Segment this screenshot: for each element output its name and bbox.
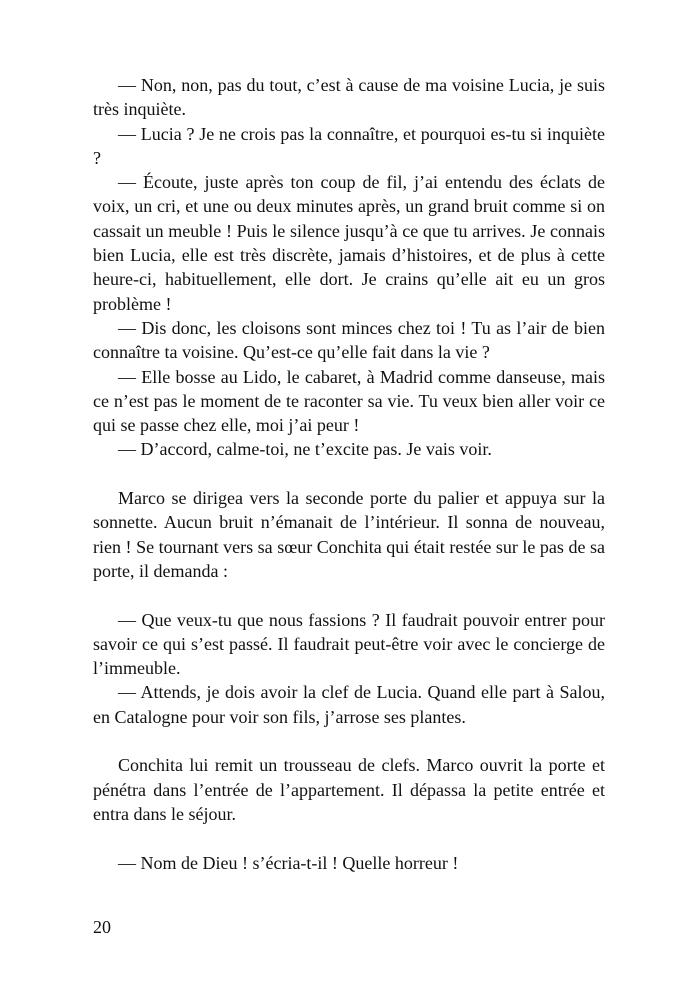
paragraph: — Elle bosse au Lido, le cabaret, à Madrid comme danseuse, mais ce n’est pas le moment de te raconter sa vie. Tu veux bien aller voir ce qui se passe chez elle, moi j’ai peur ! bbox=[93, 366, 605, 436]
paragraph: — Écoute, juste après ton coup de fil, j’ai entendu des éclats de voix, un cri, et une ou deux minutes après, un grand bruit comme si on cassait un meuble ! Puis le silence jusqu’à ce que tu arrives. Je connais bien Lucia, elle est très discrète, jamais d’histoires, et de plus à cette heure-ci, habituellement, elle dort. Je crains qu’elle ait eu un gros problème ! bbox=[93, 172, 605, 314]
paragraph: — D’accord, calme-toi, ne t’excite pas. Je vais voir. bbox=[118, 439, 492, 460]
page-body bbox=[93, 73, 605, 875]
paragraph: — Lucia ? Je ne crois pas la connaître, et pourquoi es-tu si inquiète ? bbox=[93, 123, 605, 168]
paragraph: Conchita lui remit un trousseau de clefs. Marco ouvrit la porte et pénétra dans l’entrée de l’appartement. Il dépassa la petite entrée et entra dans le séjour. bbox=[93, 755, 605, 824]
paragraph: — Non, non, pas du tout, c’est à cause de ma voisine Lucia, je suis très inquiète. bbox=[93, 75, 605, 120]
page-number: 20 bbox=[93, 917, 111, 937]
paragraph: — Dis donc, les cloisons sont minces chez toi ! Tu as l’air de bien connaître ta voisine. Qu’est-ce qu’elle fait dans la vie ? bbox=[93, 317, 605, 363]
paragraph: Marco se dirigea vers la seconde porte du palier et appuya sur la sonnette. Aucun bruit n’émanait de l’intérieur. Il sonna de nouveau, rien ! Se tournant vers sa sœur Conchita qui était restée sur le pas de sa porte, il demanda : bbox=[93, 488, 605, 581]
paragraph: — Attends, je dois avoir la clef de Lucia. Quand elle part à Salou, en Catalogne pour voir son fils, j’arrose ses plantes. bbox=[93, 682, 605, 727]
paragraph: — Que veux-tu que nous fassions ? Il faudrait pouvoir entrer pour savoir ce qui s’est passé. Il faudrait peut-être voir avec le concierge de l’immeuble. bbox=[93, 609, 605, 679]
paragraph: — Nom de Dieu ! s’écria-t-il ! Quelle horreur ! bbox=[118, 852, 459, 873]
